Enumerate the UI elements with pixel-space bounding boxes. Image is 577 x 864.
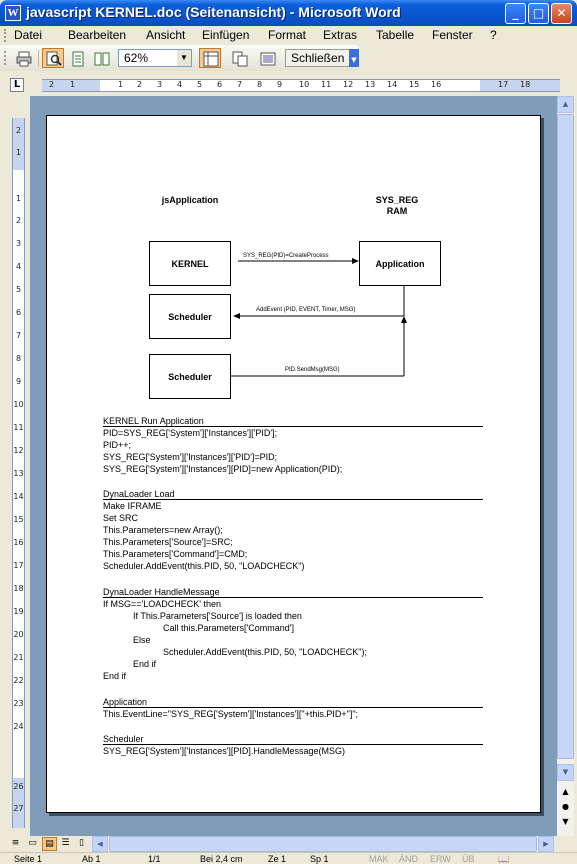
ruler-number: 21 xyxy=(13,653,24,662)
horizontal-scroll-thumb[interactable] xyxy=(109,836,537,852)
ruler-number: 11 xyxy=(321,80,332,89)
status-mak[interactable]: MAK xyxy=(369,854,389,864)
status-pages: 1/1 xyxy=(148,854,161,864)
multiple-pages-button[interactable] xyxy=(90,48,112,68)
ruler-number: 19 xyxy=(13,607,24,616)
ruler-number: 5 xyxy=(197,80,203,89)
ruler-number: 16 xyxy=(431,80,442,89)
browse-object-icon[interactable]: ● xyxy=(562,802,569,811)
code-line: SYS_REG['System']['Instances'][PID].HandleMessage(MSG) xyxy=(103,746,345,756)
diagram-label-jsapplication: jsApplication xyxy=(161,195,219,205)
toolbar-options-chevron-icon[interactable]: ▼ xyxy=(349,49,359,67)
status-line: Ze 1 xyxy=(268,854,287,864)
ruler-number: 17 xyxy=(498,80,509,89)
toolbar-grip-handle[interactable] xyxy=(4,51,7,65)
scroll-up-icon[interactable]: ▲ xyxy=(557,96,574,113)
code-line: Else xyxy=(133,635,151,645)
ruler-number: 6 xyxy=(217,80,223,89)
ruler-number: 13 xyxy=(13,469,24,478)
scroll-left-icon[interactable]: ◀ xyxy=(92,836,108,852)
code-line: Make IFRAME xyxy=(103,501,162,511)
section-title: KERNEL Run Application xyxy=(103,415,483,427)
menu-tabelle[interactable]: Tabelle xyxy=(376,28,415,42)
full-screen-button[interactable] xyxy=(256,48,278,68)
menu-help[interactable]: ? xyxy=(490,28,497,42)
section-title: Application xyxy=(103,696,483,708)
code-line: This.Parameters['Command']=CMD; xyxy=(103,549,248,559)
ruler-number: 24 xyxy=(13,722,24,731)
ruler-number: 4 xyxy=(177,80,183,89)
ruler-number: 17 xyxy=(13,561,24,570)
diagram-label-ram: RAM xyxy=(386,206,408,216)
ruler-number: 5 xyxy=(15,285,22,294)
code-line: PID=SYS_REG['System']['Instances']['PID']; xyxy=(103,428,278,438)
view-bar xyxy=(0,836,577,852)
menu-ansicht[interactable]: Ansicht xyxy=(146,28,186,42)
arrow-label-sendmsg: PID.SendMsg(MSG) xyxy=(285,367,340,373)
print-layout-icon[interactable]: ▤ xyxy=(42,837,57,851)
menu-datei[interactable]: Datei xyxy=(14,28,43,42)
ruler-number: 6 xyxy=(15,308,22,317)
ruler-number: 1 xyxy=(15,148,22,157)
ruler-number: 27 xyxy=(13,804,24,813)
ruler-number: 15 xyxy=(13,515,24,524)
multiple-pages-icon xyxy=(94,51,110,67)
ruler-icon xyxy=(203,51,219,67)
full-screen-icon xyxy=(260,51,276,67)
close-button[interactable]: ✕ xyxy=(551,3,572,24)
ruler-number: 26 xyxy=(13,782,24,791)
web-layout-icon[interactable]: ▭ xyxy=(28,838,37,848)
ruler-number: 2 xyxy=(49,80,55,89)
code-line: SYS_REG['System']['Instances'][PID]=new Application(PID); xyxy=(103,464,343,474)
zoom-value: 62% xyxy=(124,51,149,65)
outline-view-icon[interactable]: ☰ xyxy=(61,838,70,848)
status-page: Seite 1 xyxy=(14,854,43,864)
ruler-number: 10 xyxy=(13,400,24,409)
code-line: This.Parameters['Source']=SRC; xyxy=(103,537,233,547)
ruler-number: 8 xyxy=(257,80,263,89)
vertical-ruler[interactable] xyxy=(12,118,25,828)
section-dynaloader-load xyxy=(103,488,483,572)
vertical-scroll-thumb[interactable] xyxy=(557,114,574,759)
diagram-box-kernel: KERNEL xyxy=(149,241,231,286)
menu-bar xyxy=(0,26,577,45)
section-application xyxy=(103,696,483,720)
menu-bearbeiten[interactable]: Bearbeiten xyxy=(68,28,127,42)
one-page-icon xyxy=(70,51,86,67)
chevron-down-icon[interactable]: ▼ xyxy=(177,50,191,66)
arrow-label-createprocess: SYS_REG(PID)=CreateProcess xyxy=(243,253,329,259)
ruler-number: 4 xyxy=(15,262,22,271)
ruler-number: 9 xyxy=(15,377,22,386)
ruler-number: 2 xyxy=(137,80,143,89)
code-line: This.Parameters=new Array(); xyxy=(103,525,223,535)
horizontal-ruler[interactable] xyxy=(42,79,560,92)
close-preview-button[interactable]: Schließen xyxy=(285,49,350,67)
window-title: javascript KERNEL.doc (Seitenansicht) - Microsoft Word xyxy=(26,4,401,20)
ruler-number: 8 xyxy=(15,354,22,363)
status-column: Sp 1 xyxy=(310,854,329,864)
ruler-number: 11 xyxy=(13,423,24,432)
word-app-icon[interactable]: W xyxy=(5,5,21,21)
ruler-number: 14 xyxy=(13,492,24,501)
ruler-number: 20 xyxy=(13,630,24,639)
code-line: Scheduler.AddEvent(this.PID, 50, "LOADCHECK"); xyxy=(163,647,367,657)
menu-fenster[interactable]: Fenster xyxy=(432,28,473,42)
reading-layout-icon[interactable]: ▯ xyxy=(79,838,84,848)
previous-page-icon[interactable]: ▲ xyxy=(562,787,569,796)
ruler-number: 3 xyxy=(15,239,22,248)
menu-extras[interactable]: Extras xyxy=(323,28,358,42)
document-page[interactable] xyxy=(46,115,541,813)
ruler-number: 1 xyxy=(118,80,124,89)
shrink-icon xyxy=(232,51,248,67)
shrink-to-fit-button[interactable] xyxy=(228,48,250,68)
ruler-number: 14 xyxy=(387,80,398,89)
code-line: End if xyxy=(133,659,157,669)
one-page-button[interactable] xyxy=(66,48,88,68)
maximize-button[interactable]: □ xyxy=(528,3,549,24)
ruler-number: 23 xyxy=(13,699,24,708)
tab-selector-button[interactable]: L xyxy=(10,78,24,92)
magnifier-icon xyxy=(46,51,62,67)
horizontal-ruler-area xyxy=(0,74,577,96)
diagram-box-application: Application xyxy=(359,241,441,286)
next-page-icon[interactable]: ▼ xyxy=(562,817,569,826)
code-line: End if xyxy=(103,671,127,681)
ruler-number: 1 xyxy=(70,80,76,89)
code-line: This.EventLine="SYS_REG['System']['Instances']["+this.PID+"]"; xyxy=(103,709,359,719)
status-ue[interactable]: ÜB xyxy=(462,854,475,864)
menu-format[interactable]: Format xyxy=(268,28,307,42)
toolbar-separator xyxy=(38,50,39,66)
diagram-box-scheduler: Scheduler xyxy=(149,294,231,339)
scroll-right-icon[interactable]: ▶ xyxy=(538,836,554,852)
ruler-number: 22 xyxy=(13,676,24,685)
ruler-number: 9 xyxy=(277,80,283,89)
ruler-number: 18 xyxy=(520,80,531,89)
ruler-number: 2 xyxy=(15,126,22,135)
ruler-number: 10 xyxy=(299,80,310,89)
section-dynaloader-handlemessage xyxy=(103,586,483,682)
status-aend[interactable]: ÄND xyxy=(399,854,419,864)
code-line: SYS_REG['System']['Instances']['PID']=PID; xyxy=(103,452,278,462)
menu-grip-handle[interactable] xyxy=(4,29,7,42)
horizontal-scrollbar[interactable] xyxy=(92,836,554,852)
spelling-status-icon[interactable]: 📖 xyxy=(498,854,510,864)
status-position: Bei 2,4 cm xyxy=(200,854,243,864)
code-line: If This.Parameters['Source'] is loaded then xyxy=(133,611,302,621)
ruler-number: 12 xyxy=(13,446,24,455)
code-line: Set SRC xyxy=(103,513,139,523)
title-bar xyxy=(0,0,577,26)
zoom-select[interactable] xyxy=(118,49,192,67)
view-ruler-button[interactable] xyxy=(199,48,221,68)
section-title: DynaLoader Load xyxy=(103,488,483,500)
section-kernel xyxy=(103,415,483,475)
ruler-number: 1 xyxy=(15,194,22,203)
ruler-number: 16 xyxy=(13,538,24,547)
normal-view-icon[interactable]: ≡ xyxy=(11,838,20,848)
section-scheduler xyxy=(103,733,483,757)
arrow-label-addevent: AddEvent (PID, EVENT, Timer, MSG) xyxy=(256,307,356,313)
diagram-label-sysreg: SYS_REG xyxy=(375,195,419,205)
print-button[interactable] xyxy=(12,48,34,68)
ruler-number: 7 xyxy=(237,80,243,89)
status-bar xyxy=(0,852,577,864)
ruler-number: 3 xyxy=(157,80,163,89)
preview-toolbar xyxy=(0,45,360,71)
diagram-box-scheduler-2: Scheduler xyxy=(149,354,231,399)
printer-icon xyxy=(16,51,32,67)
status-erw[interactable]: ERW xyxy=(430,854,451,864)
ruler-number: 7 xyxy=(15,331,22,340)
code-line: If MSG=='LOADCHECK' then xyxy=(103,599,221,609)
menu-einfuegen[interactable]: Einfügen xyxy=(202,28,250,42)
ruler-number: 2 xyxy=(15,216,22,225)
code-line: Call this.Parameters['Command'] xyxy=(163,623,294,633)
ruler-number: 12 xyxy=(343,80,354,89)
document-viewport[interactable] xyxy=(30,96,557,836)
ruler-number: 18 xyxy=(13,584,24,593)
section-title: Scheduler xyxy=(103,733,483,745)
status-section: Ab 1 xyxy=(82,854,101,864)
minimize-button[interactable]: _ xyxy=(505,3,526,24)
code-line: Scheduler.AddEvent(this.PID, 50, "LOADCHECK") xyxy=(103,561,305,571)
section-title: DynaLoader HandleMessage xyxy=(103,586,483,598)
ruler-number: 13 xyxy=(365,80,376,89)
code-line: PID++; xyxy=(103,440,132,450)
ruler-number: 15 xyxy=(409,80,420,89)
vertical-scrollbar[interactable] xyxy=(557,96,574,836)
magnifier-button[interactable] xyxy=(42,48,64,68)
scroll-down-icon[interactable]: ▼ xyxy=(557,764,574,781)
